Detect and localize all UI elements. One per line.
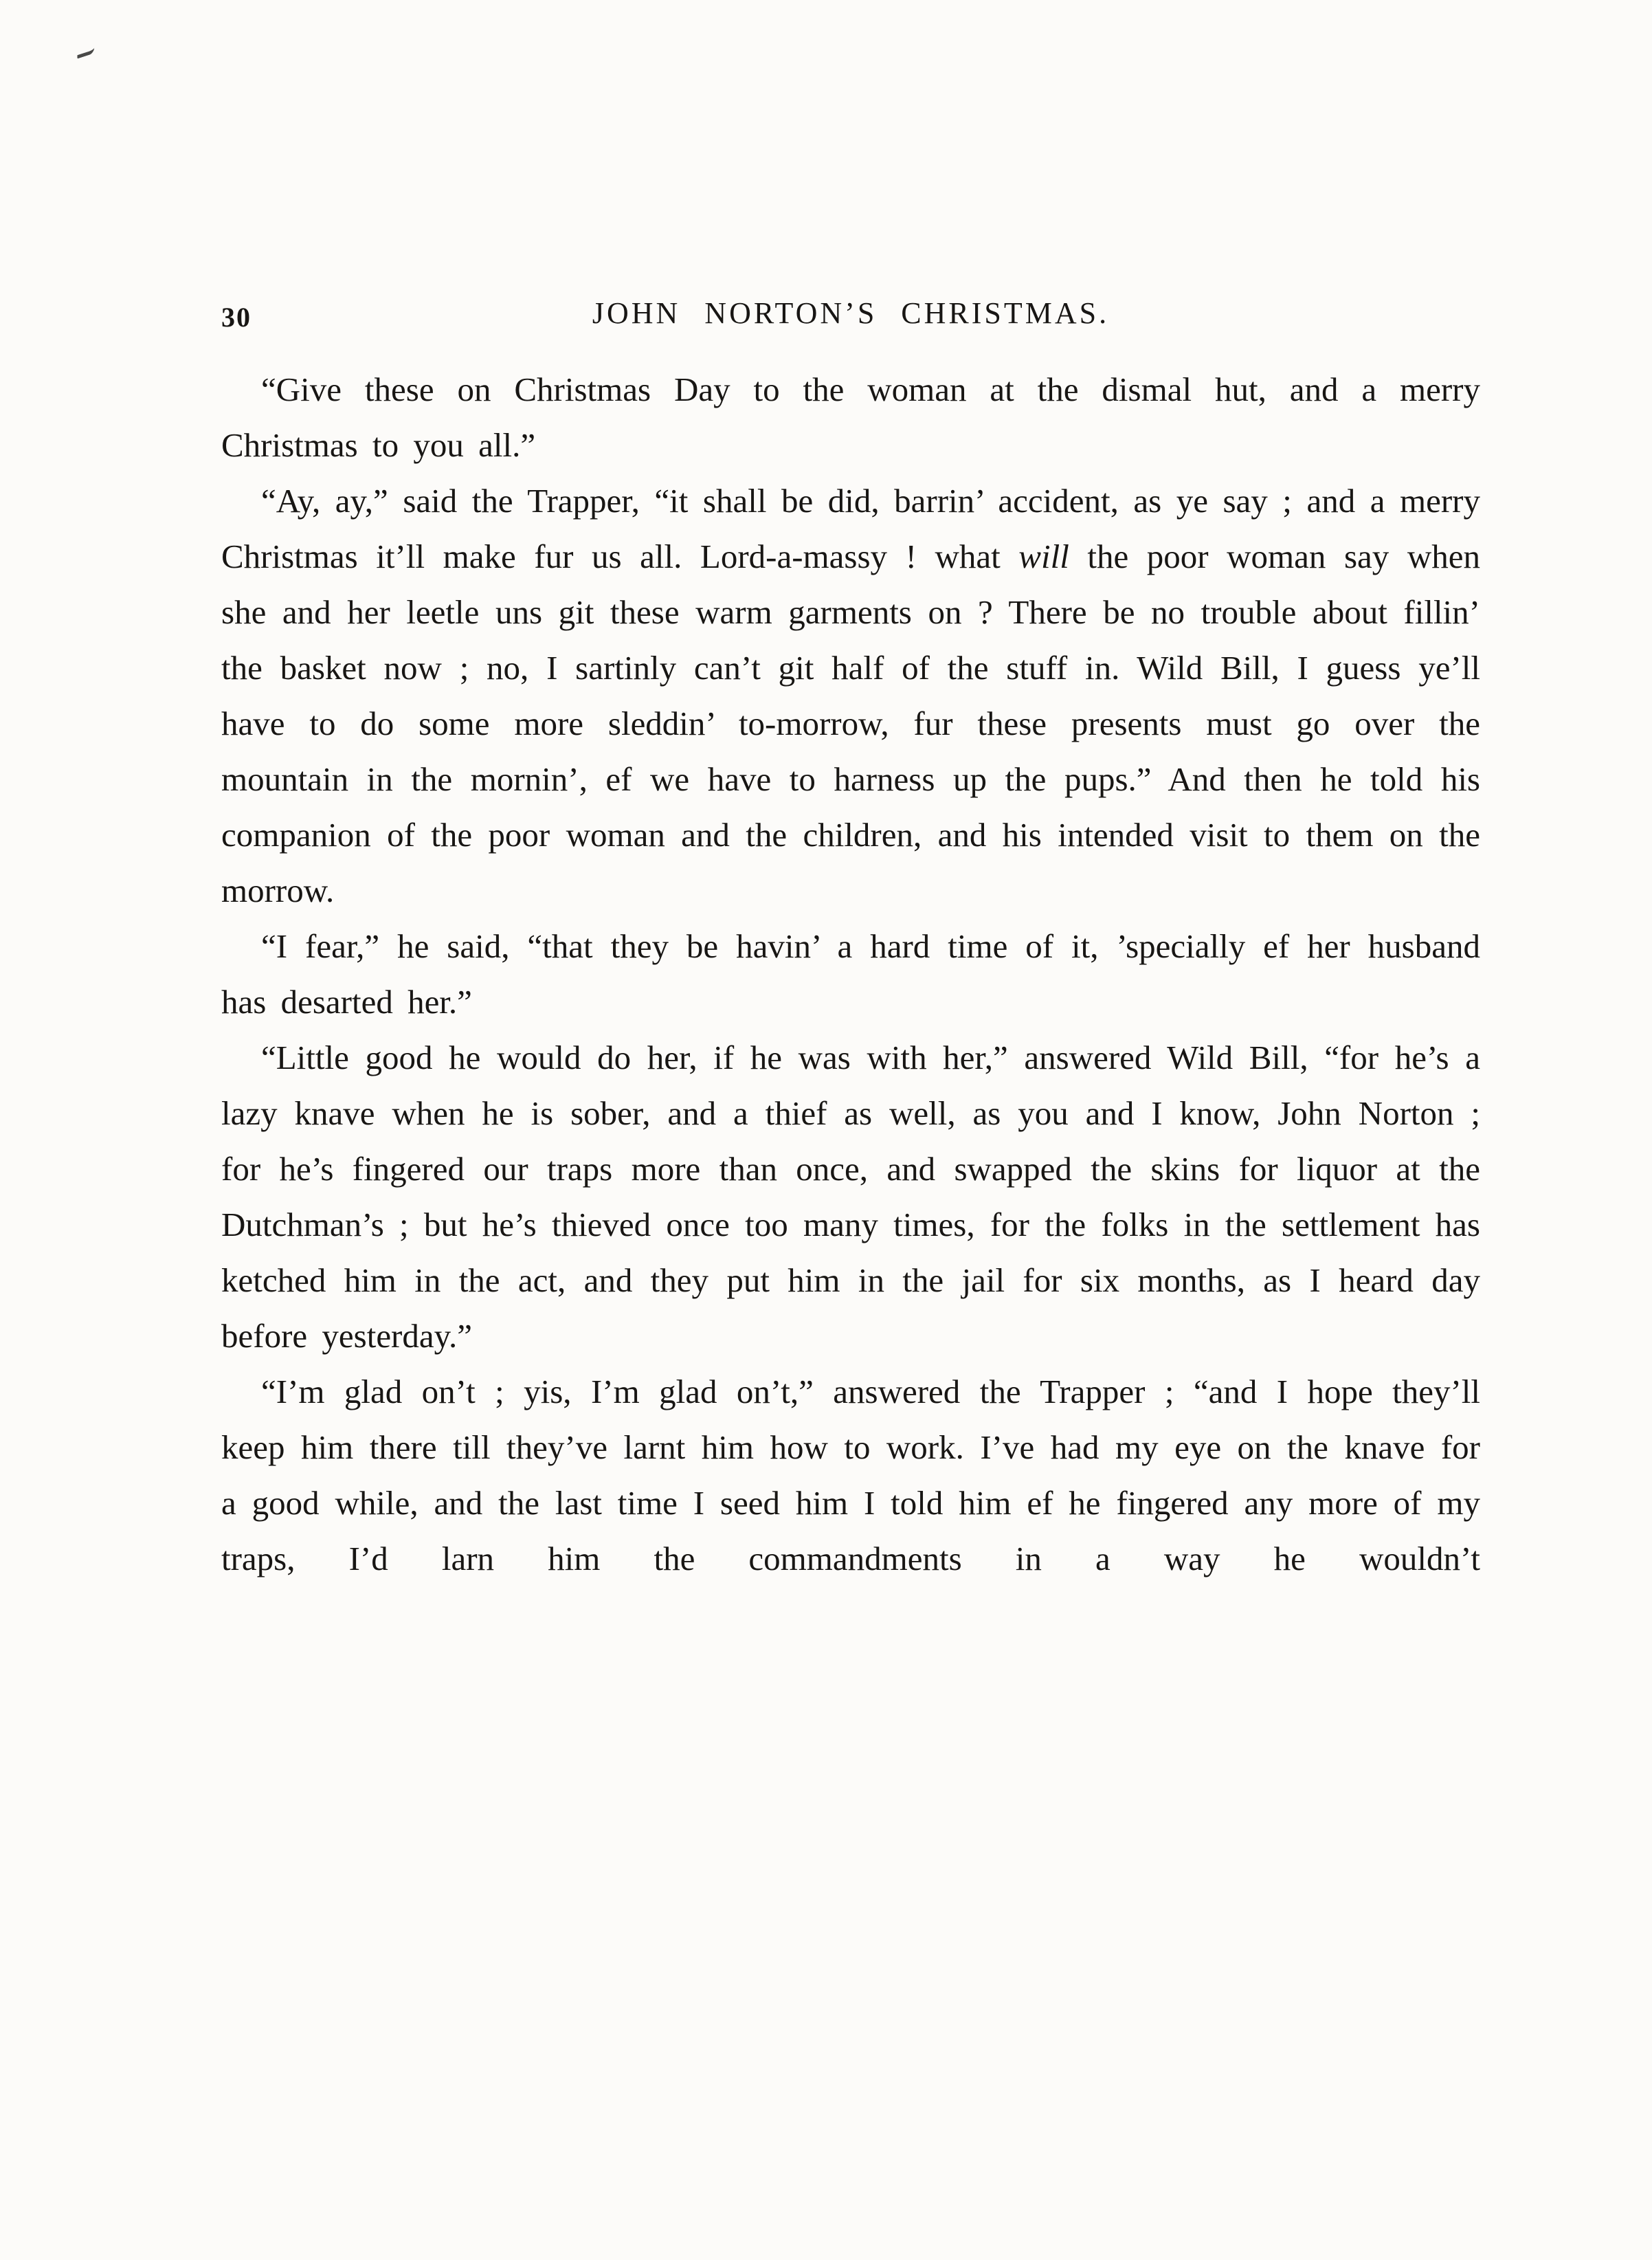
paragraph [221,1030,1480,1364]
paragraph [221,362,1480,473]
page-number: 30 [221,302,252,333]
scan-speck-mark [77,39,94,58]
body-text: “Give these on Christmas Day to the woman at the dismal hut, and a merry Christmas to you all.” [221,370,1480,464]
body-text: “I fear,” he said, “that they be havin’ a hard time of it, ’specially ef her husband has desarted her.” [221,927,1480,1021]
body-text: “Little good he would do her, if he was with her,” answered Wild Bill, “for he’s a lazy knave when he is sober, and a thief as well, as you and I know, John Norton ; for he’s fingered our traps more than once, and swapped the skins for liquor at the Dutchman’s ; but he’s thieved once too many times, for the folks in the settlement has ketched him in the act, and they put him in the jail for six months, as I heard day before yesterday.” [221,1039,1480,1355]
body-text: “Ay, ay,” said the Trapper, “it shall be did, barrin’ accident, as ye say ; and a merry Christmas it’ll make fur us all. Lord-a-massy ! what [221,482,1480,575]
italic-text: will [1018,538,1069,575]
paragraph [221,1364,1480,1586]
running-title: JOHN NORTON’S CHRISTMAS. [592,296,1110,330]
paragraph [221,473,1480,918]
paragraph [221,918,1480,1030]
page-header [221,296,1480,349]
body-text: the poor woman say when she and her leetle uns git these warm garments on ? There be no trouble about fillin’ the basket now ; no, I sartinly can’t git half of the stuff in. Wild Bill, I guess ye’ll have to do some more sleddin’ to-morrow, fur these presents must go over the mountain in the mornin’, ef we have to harness up the pups.” And then he told his companion of the poor woman and the children, and his intended visit to them on the morrow. [221,538,1480,909]
page-content [221,296,1480,1586]
page-body [221,362,1480,1586]
body-text: “I’m glad on’t ; yis, I’m glad on’t,” answered the Trapper ; “and I hope they’ll keep him there till they’ve larnt him how to work. I’ve had my eye on the knave for a good while, and the last time I seed him I told him ef he fingered any more of my traps, I’d larn him the commandments in a way he wouldn’t [221,1373,1480,1577]
